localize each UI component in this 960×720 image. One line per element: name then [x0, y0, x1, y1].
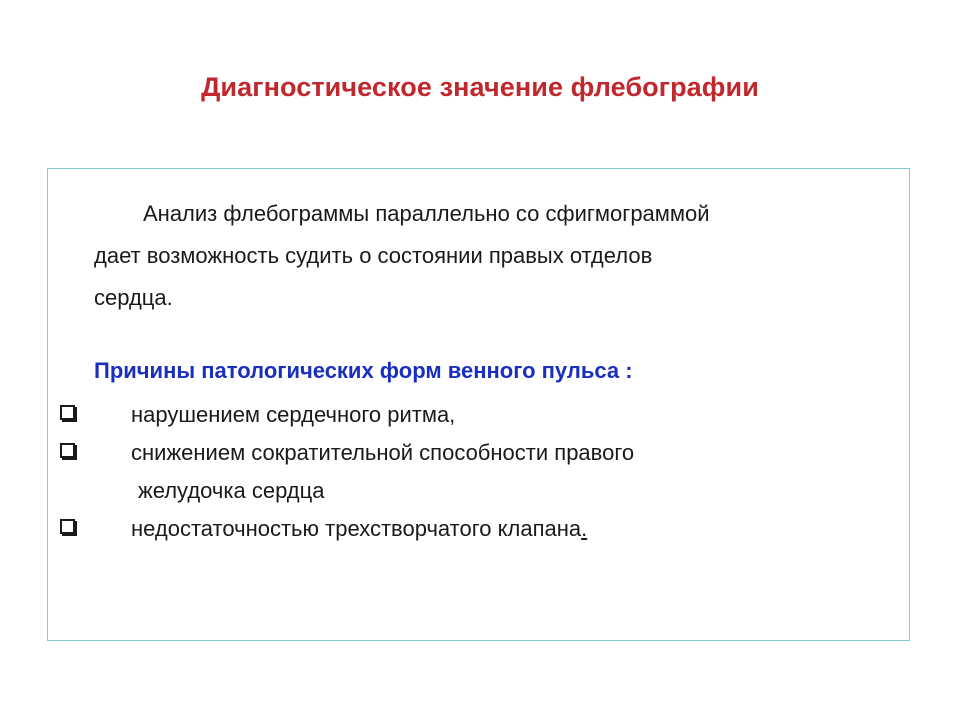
bullet-text-3-main: недостаточностью трехстворчатого клапана — [131, 516, 582, 541]
bullet-text-3-end: . — [581, 516, 588, 541]
bullet-text-2: снижением сократительной способности правого — [131, 440, 635, 465]
intro-line-2: дает возможность судить о состоянии правых отделов — [94, 243, 653, 268]
checkbox-icon — [60, 443, 75, 458]
bullet-text-2-continuation: желудочка сердца — [138, 478, 325, 503]
intro-line-1-text: Анализ флебограммы параллельно со сфигмограммой — [143, 201, 710, 226]
intro-paragraph — [94, 193, 894, 319]
checkbox-icon — [60, 405, 75, 420]
bullet-text-1: нарушением сердечного ритма, — [131, 402, 456, 427]
slide-title: Диагностическое значение флебографии — [201, 72, 759, 102]
intro-line-1 — [94, 193, 894, 235]
checkbox-icon — [60, 519, 75, 534]
causes-heading: Причины патологических форм венного пульса : — [94, 358, 633, 383]
bullet-text-3 — [131, 510, 587, 548]
intro-line-3: сердца. — [94, 285, 173, 310]
